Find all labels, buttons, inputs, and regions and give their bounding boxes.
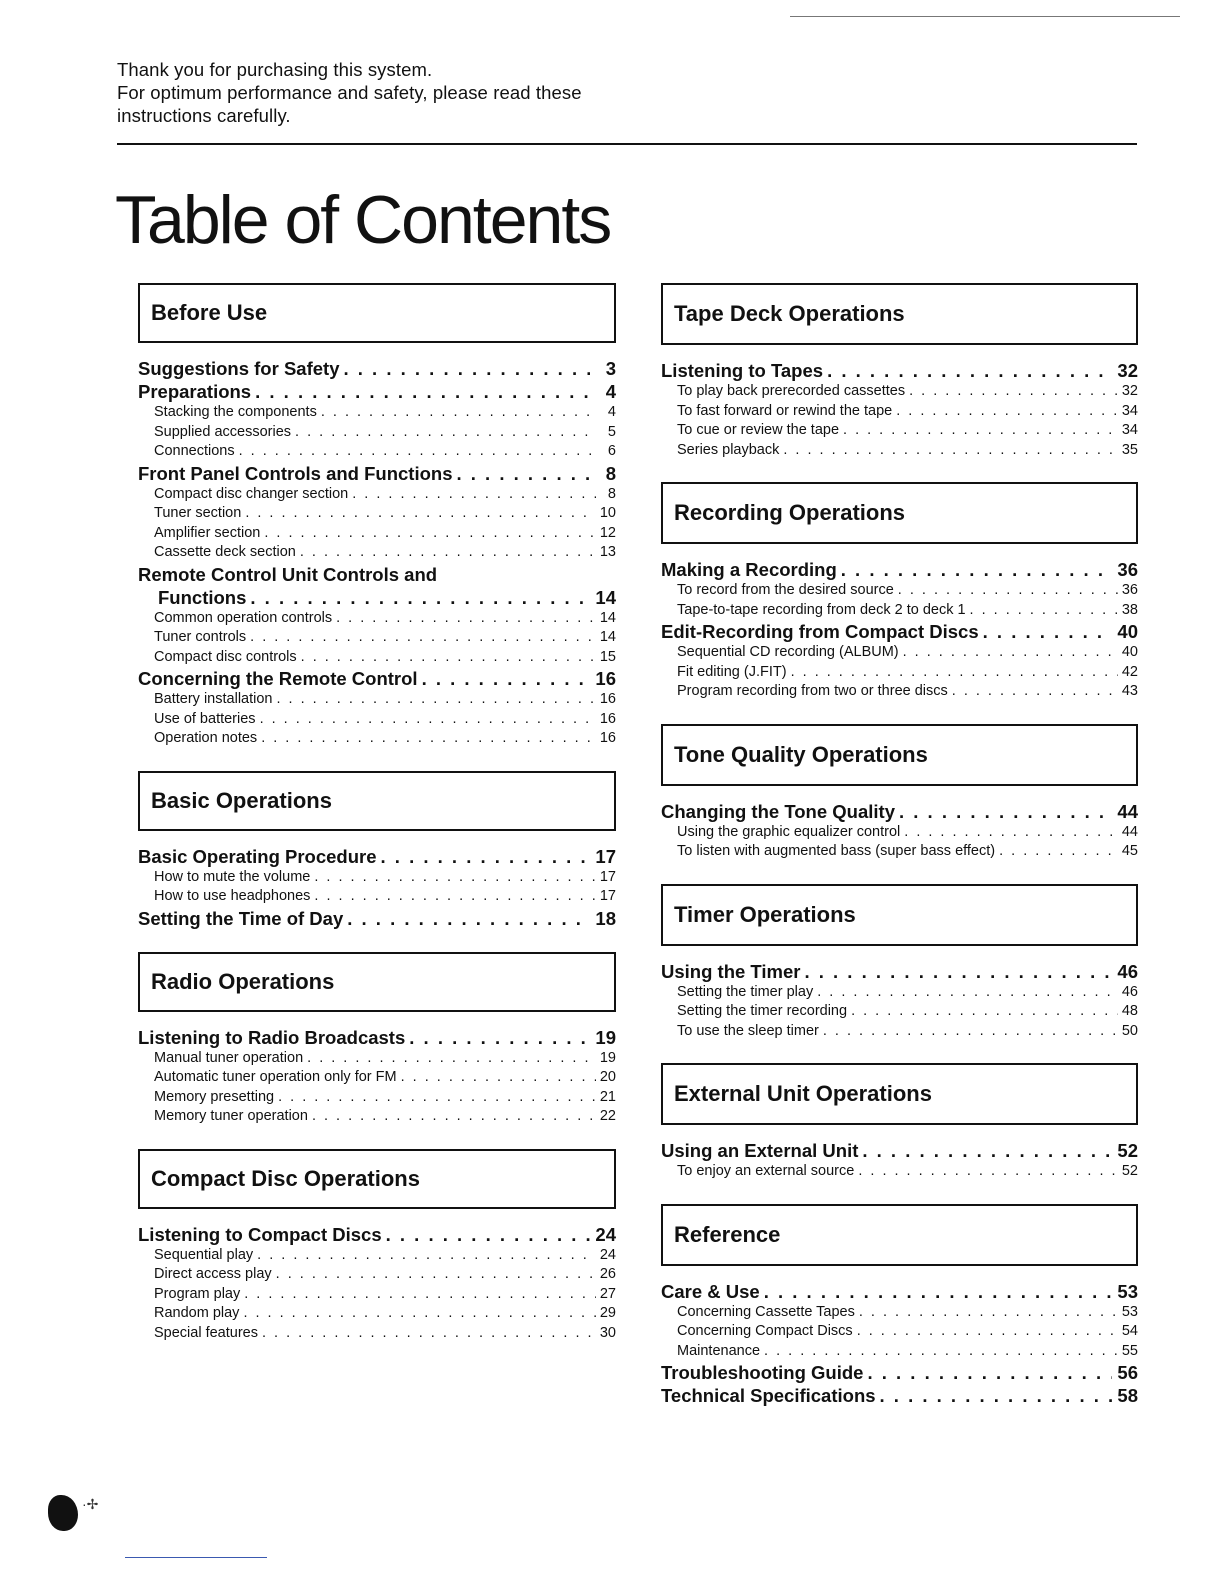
toc-subentry[interactable]: To use the sleep timer . . . 50 — [661, 1022, 1138, 1042]
section-heading: Before Use — [138, 283, 616, 343]
toc-right-column — [661, 283, 1138, 1429]
toc-subentry[interactable]: Supplied accessories . . . 5 — [138, 423, 616, 443]
toc-subentry[interactable]: Setting the timer recording . . . 48 — [661, 1002, 1138, 1022]
section-before-use — [138, 283, 616, 749]
toc-subentry[interactable]: Connections . . . 6 — [138, 442, 616, 462]
section-tone-quality-operations — [661, 724, 1138, 862]
toc-subentry[interactable]: Stacking the components . . . 4 — [138, 403, 616, 423]
section-compact-disc-operations — [138, 1149, 616, 1344]
toc-subentry[interactable]: Direct access play . . . 26 — [138, 1265, 616, 1285]
toc-subentry[interactable]: Setting the timer play . . . 46 — [661, 983, 1138, 1003]
toc-left-column — [138, 283, 616, 1365]
toc-entry[interactable]: Remote Control Unit Controls and Functions . . . 14 — [138, 563, 616, 609]
toc-subentry[interactable]: Manual tuner operation . . . 19 — [138, 1049, 616, 1069]
intro-line: Thank you for purchasing this system. — [117, 59, 433, 80]
toc-subentry[interactable]: To play back prerecorded cassettes . . . 32 — [661, 382, 1138, 402]
toc-subentry[interactable]: To enjoy an external source . . . 52 — [661, 1162, 1138, 1182]
section-external-unit-operations — [661, 1063, 1138, 1182]
section-heading: Tape Deck Operations — [661, 283, 1138, 345]
toc-subentry[interactable]: How to mute the volume . . . 17 — [138, 868, 616, 888]
header-divider — [117, 143, 1137, 145]
toc-entry[interactable]: Changing the Tone Quality . . . 44 — [661, 800, 1138, 823]
toc-entry[interactable]: Listening to Compact Discs . . . 24 — [138, 1223, 616, 1246]
section-timer-operations — [661, 884, 1138, 1042]
section-heading: Radio Operations — [138, 952, 616, 1012]
section-heading: Recording Operations — [661, 482, 1138, 544]
scan-artifact — [48, 1495, 78, 1531]
intro-line: instructions carefully. — [117, 105, 291, 126]
toc-entry[interactable]: Using the Timer . . . 46 — [661, 960, 1138, 983]
toc-subentry[interactable]: Tuner section . . . 10 — [138, 504, 616, 524]
toc-subentry[interactable]: To fast forward or rewind the tape . . . 34 — [661, 402, 1138, 422]
toc-entry[interactable]: Troubleshooting Guide . . . 56 — [661, 1361, 1138, 1384]
toc-entry[interactable]: Front Panel Controls and Functions . . . 8 — [138, 462, 616, 485]
section-basic-operations — [138, 771, 616, 930]
section-reference — [661, 1204, 1138, 1408]
intro-line: For optimum performance and safety, please read these — [117, 82, 582, 103]
toc-subentry[interactable]: Concerning Cassette Tapes . . . 53 — [661, 1303, 1138, 1323]
toc-subentry[interactable]: Program recording from two or three discs . . . 43 — [661, 682, 1138, 702]
toc-subentry[interactable]: Series playback . . . 35 — [661, 441, 1138, 461]
toc-entry[interactable]: Basic Operating Procedure . . . 17 — [138, 845, 616, 868]
page-title: Table of Contents — [115, 182, 611, 258]
toc-subentry[interactable]: Fit editing (J.FIT) . . . 42 — [661, 663, 1138, 683]
toc-entry[interactable]: Suggestions for Safety . . . 3 — [138, 357, 616, 380]
toc-subentry[interactable]: Automatic tuner operation only for FM . . . 20 — [138, 1068, 616, 1088]
toc-subentry[interactable]: Maintenance . . . 55 — [661, 1342, 1138, 1362]
toc-subentry[interactable]: Compact disc controls . . . 15 — [138, 648, 616, 668]
toc-entry[interactable]: Preparations . . . 4 — [138, 380, 616, 403]
toc-subentry[interactable]: How to use headphones . . . 17 — [138, 887, 616, 907]
toc-subentry[interactable]: Memory presetting . . . 21 — [138, 1088, 616, 1108]
toc-entry[interactable]: Concerning the Remote Control . . . 16 — [138, 667, 616, 690]
toc-subentry[interactable]: Sequential CD recording (ALBUM) . . . 40 — [661, 643, 1138, 663]
scan-edge-line — [125, 1557, 267, 1558]
toc-subentry[interactable]: Program play . . . 27 — [138, 1285, 616, 1305]
toc-subentry[interactable]: Amplifier section . . . 12 — [138, 524, 616, 544]
toc-subentry[interactable]: Use of batteries . . . 16 — [138, 710, 616, 730]
toc-subentry[interactable]: Cassette deck section . . . 13 — [138, 543, 616, 563]
section-heading: Basic Operations — [138, 771, 616, 831]
toc-subentry[interactable]: Operation notes . . . 16 — [138, 729, 616, 749]
toc-subentry[interactable]: Tape-to-tape recording from deck 2 to deck 1 . . . 38 — [661, 601, 1138, 621]
toc-entry[interactable]: Listening to Radio Broadcasts . . . 19 — [138, 1026, 616, 1049]
toc-entry[interactable]: Making a Recording . . . 36 — [661, 558, 1138, 581]
toc-subentry[interactable]: Compact disc changer section . . . 8 — [138, 485, 616, 505]
section-heading: Compact Disc Operations — [138, 1149, 616, 1209]
toc-subentry[interactable]: Random play . . . 29 — [138, 1304, 616, 1324]
toc-entry[interactable]: Setting the Time of Day . . . 18 — [138, 907, 616, 930]
toc-subentry[interactable]: Battery installation . . . 16 — [138, 690, 616, 710]
toc-subentry[interactable]: Special features . . . 30 — [138, 1324, 616, 1344]
toc-subentry[interactable]: To cue or review the tape . . . 34 — [661, 421, 1138, 441]
toc-subentry[interactable]: Sequential play . . . 24 — [138, 1246, 616, 1266]
toc-subentry[interactable]: Concerning Compact Discs . . . 54 — [661, 1322, 1138, 1342]
section-radio-operations — [138, 952, 616, 1127]
toc-entry[interactable]: Edit-Recording from Compact Discs . . . 40 — [661, 620, 1138, 643]
toc-subentry[interactable]: To record from the desired source . . . 36 — [661, 581, 1138, 601]
section-tape-deck-operations — [661, 283, 1138, 460]
scan-artifact: ·✢ — [82, 1496, 99, 1512]
section-recording-operations — [661, 482, 1138, 702]
intro-text — [117, 58, 717, 127]
toc-subentry[interactable]: Common operation controls . . . 14 — [138, 609, 616, 629]
section-heading: External Unit Operations — [661, 1063, 1138, 1125]
top-scan-line — [790, 16, 1180, 17]
section-heading: Tone Quality Operations — [661, 724, 1138, 786]
toc-entry[interactable]: Using an External Unit . . . 52 — [661, 1139, 1138, 1162]
toc-subentry[interactable]: Memory tuner operation . . . 22 — [138, 1107, 616, 1127]
section-heading: Timer Operations — [661, 884, 1138, 946]
toc-subentry[interactable]: To listen with augmented bass (super bass effect) . . . 45 — [661, 842, 1138, 862]
toc-subentry[interactable]: Tuner controls . . . 14 — [138, 628, 616, 648]
toc-subentry[interactable]: Using the graphic equalizer control . . . 44 — [661, 823, 1138, 843]
section-heading: Reference — [661, 1204, 1138, 1266]
toc-entry[interactable]: Care & Use . . . 53 — [661, 1280, 1138, 1303]
toc-entry[interactable]: Listening to Tapes . . . 32 — [661, 359, 1138, 382]
toc-entry[interactable]: Technical Specifications . . . 58 — [661, 1384, 1138, 1407]
